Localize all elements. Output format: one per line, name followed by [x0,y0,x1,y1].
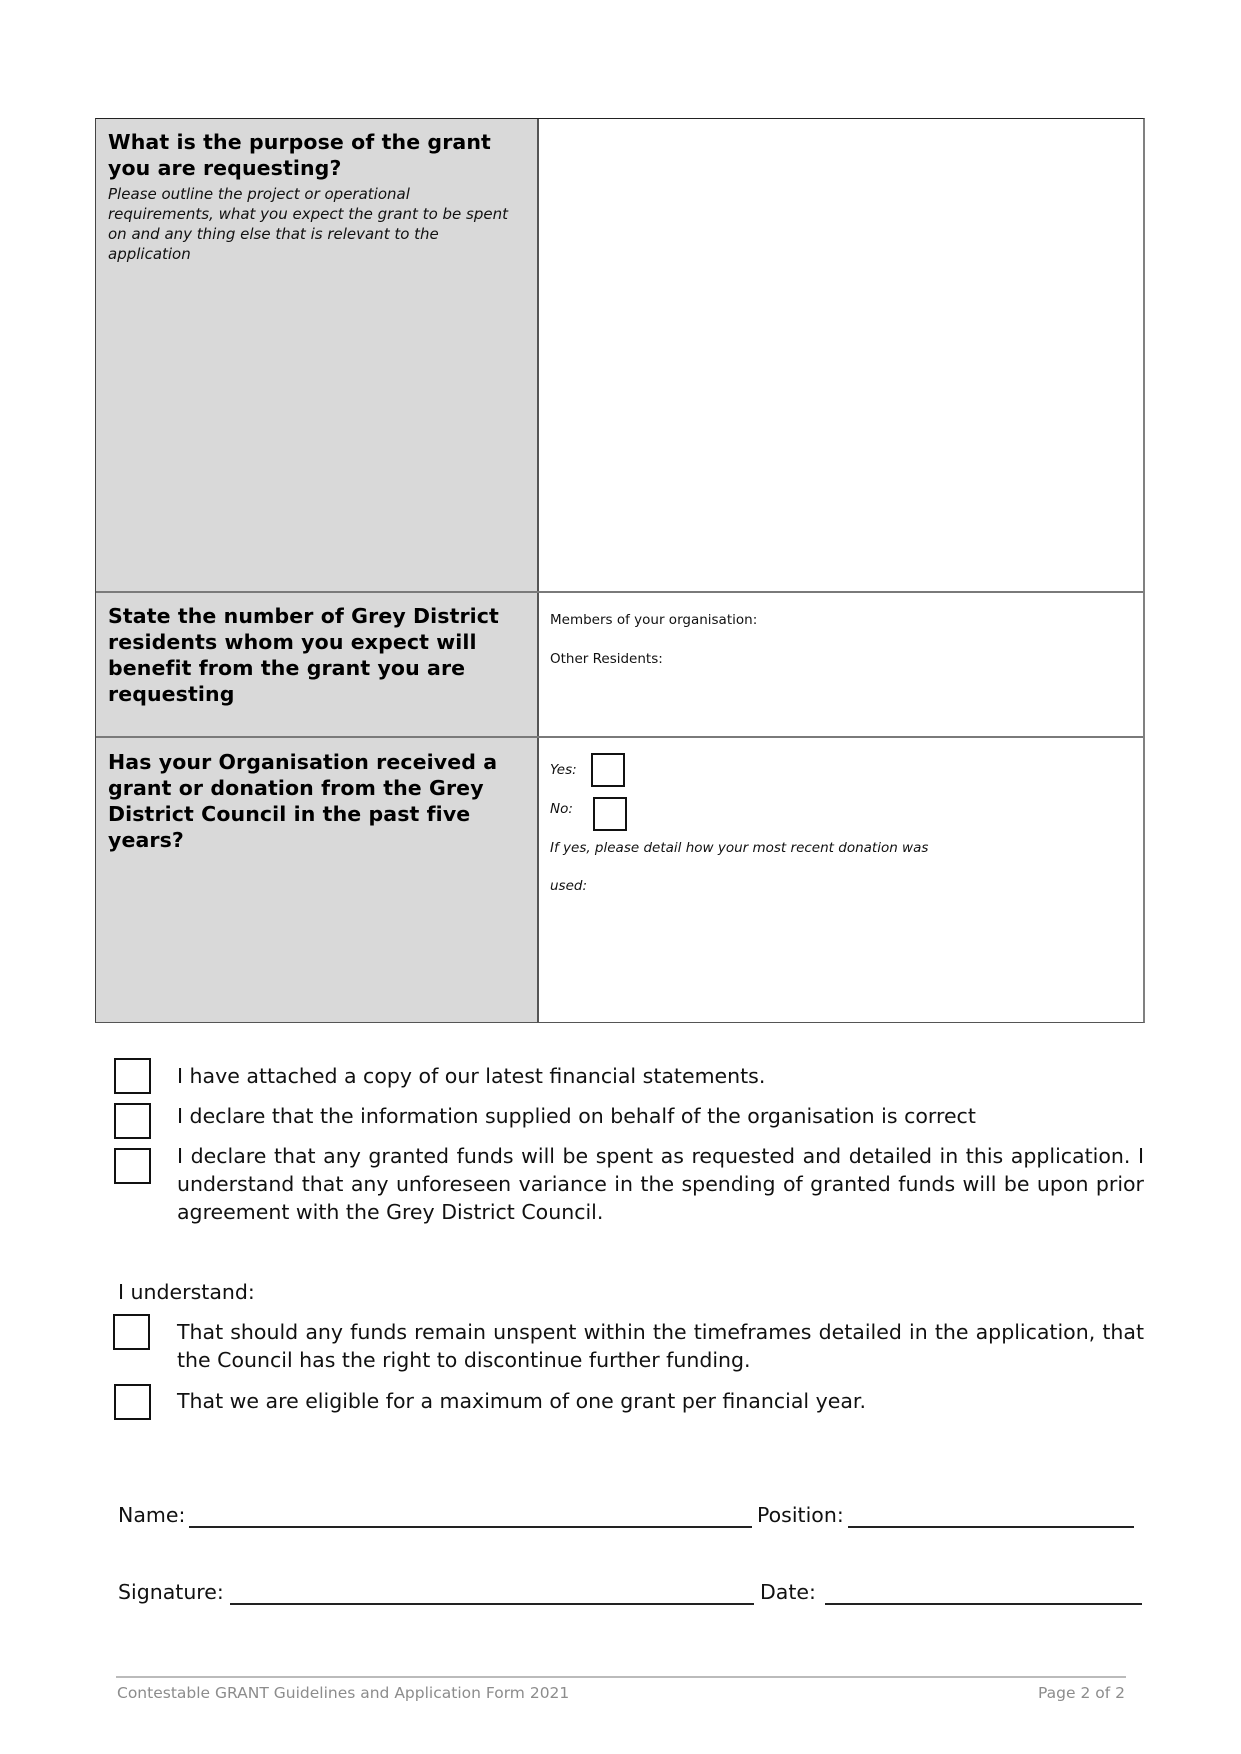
no-checkbox[interactable] [593,797,627,831]
position-label: Position: [757,1503,844,1527]
members-input[interactable] [756,607,1136,633]
prior-grant-question: Has your Organisation received a grant or donation from the Grey District Council in the past five years? [108,750,498,852]
unspent-funds-checkbox[interactable] [113,1314,150,1350]
application-form-table [95,118,1145,1023]
one-grant-checkbox[interactable] [114,1384,151,1420]
name-label: Name: [118,1503,186,1527]
row-divider [96,591,1143,593]
financial-statements-checkbox[interactable] [114,1058,151,1094]
declaration-text: I declare that any granted funds will be spent as requested and detailed in this application. I understand that any unforeseen variance in the spending of granted funds will be upon prior agreement with the Grey District Council. [177,1144,1144,1224]
information-correct-checkbox[interactable] [114,1103,151,1139]
date-label: Date: [760,1580,816,1604]
purpose-hint: Please outline the project or operational requirements, what you expect the grant to be spent on and any thing else that is relevant to the application [108,185,508,263]
no-label: No: [550,801,573,817]
beneficiaries-question: State the number of Grey District residents whom you expect will benefit from the grant you are requesting [108,604,499,706]
name-line[interactable] [189,1526,752,1528]
understand-text: That we are eligible for a maximum of one grant per financial year. [177,1389,866,1413]
position-line[interactable] [848,1526,1134,1528]
declaration-text: I have attached a copy of our latest financial statements. [177,1064,766,1088]
other-residents-input[interactable] [676,646,1136,672]
purpose-answer-field[interactable] [539,119,1143,591]
footer-page-number: Page 2 of 2 [1038,1684,1125,1702]
yes-label: Yes: [550,762,577,778]
row-divider [96,736,1143,738]
signature-line[interactable] [230,1603,754,1605]
funds-spent-checkbox[interactable] [114,1148,151,1184]
other-residents-label: Other Residents: [550,651,663,667]
members-label: Members of your organisation: [550,612,758,628]
footer-document-title: Contestable GRANT Guidelines and Application Form 2021 [117,1684,570,1702]
footer-divider [116,1676,1126,1678]
followup-prompt: If yes, please detail how your most recent donation was [550,840,929,856]
followup-prompt-cont: used: [550,878,588,894]
signature-label: Signature: [118,1580,224,1604]
donation-usage-field[interactable] [539,899,1143,1019]
declaration-text: I declare that the information supplied on behalf of the organisation is correct [177,1104,976,1128]
purpose-question: What is the purpose of the grant you are requesting? [108,130,491,180]
date-line[interactable] [825,1603,1142,1605]
yes-checkbox[interactable] [591,753,625,787]
understand-heading: I understand: [118,1280,255,1304]
understand-text: That should any funds remain unspent within the timeframes detailed in the application, that the Council has the right to discontinue further funding. [177,1320,1144,1372]
